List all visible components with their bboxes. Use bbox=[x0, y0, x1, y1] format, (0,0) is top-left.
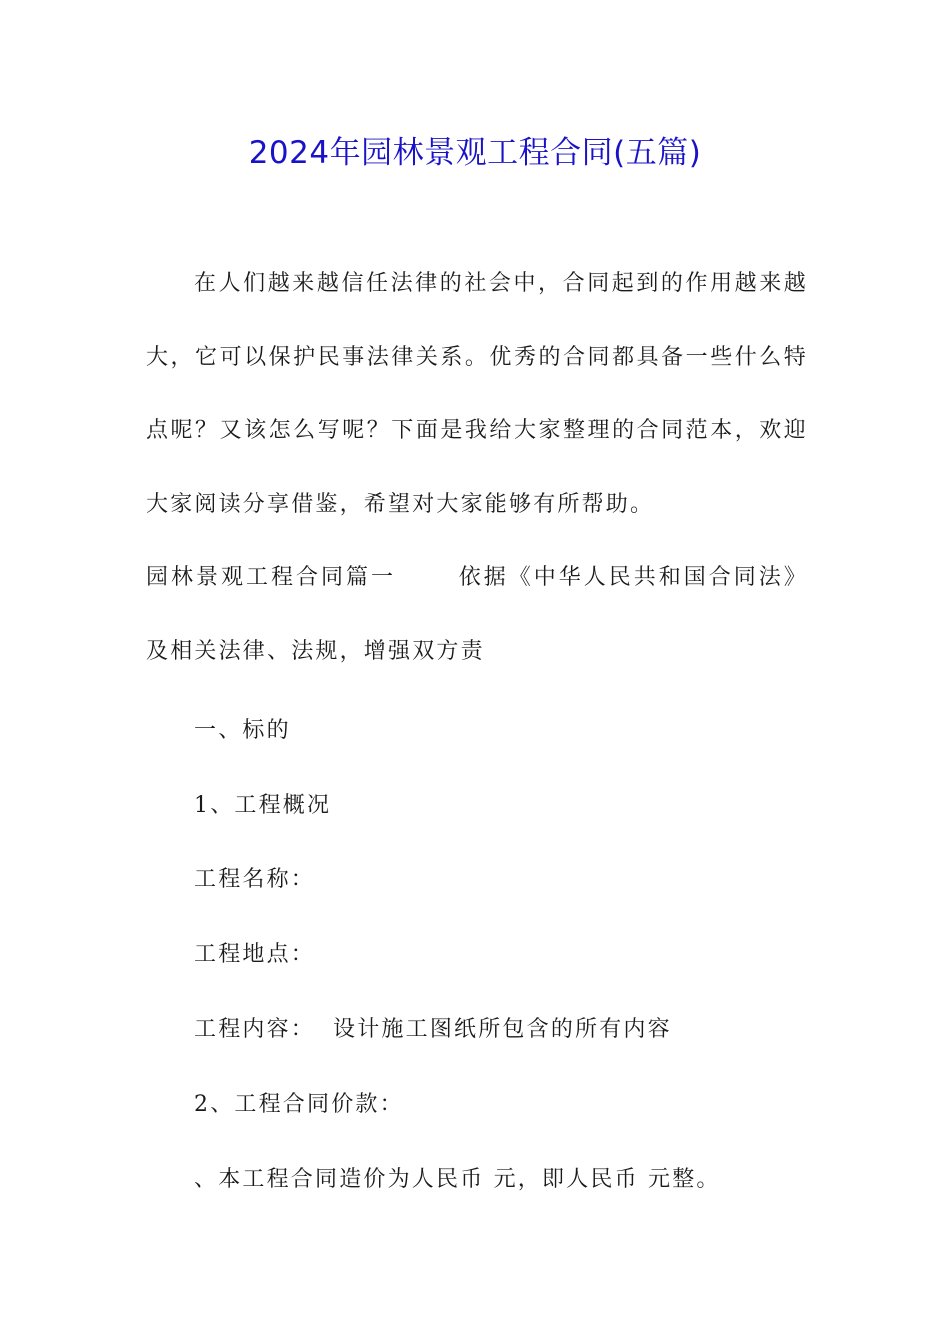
project-content-field bbox=[194, 1010, 672, 1050]
section-1-paragraph bbox=[146, 541, 808, 688]
intro-paragraph: 在人们越来越信任法律的社会中，合同起到的作用越来越大，它可以保护民事法律关系。优秀的合同都具备一些什么特点呢？又该怎么写呢？下面是我给大家整理的合同范本，欢迎大家阅读分享借鉴，希望对大家能够有所帮助。 bbox=[146, 271, 808, 517]
project-location-field: 工程地点： bbox=[194, 942, 316, 967]
contract-price-text: 、本工程合同造价为人民币 元，即人民币 元整。 bbox=[194, 1167, 721, 1192]
section-1-heading: 园林景观工程合同篇一 bbox=[146, 565, 396, 590]
project-content-value: 设计施工图纸所包含的所有内容 bbox=[333, 1017, 672, 1042]
project-name-field: 工程名称： bbox=[194, 867, 316, 892]
subject-heading: 一、标的 bbox=[194, 718, 291, 743]
project-content-label: 工程内容： bbox=[194, 1017, 316, 1042]
document-title: 2024年园林景观工程合同(五篇) bbox=[248, 135, 702, 171]
contract-price-heading: 2、工程合同价款： bbox=[194, 1092, 404, 1117]
section-1-text: 依据《中华人民共和国合同法》及相关法律、法规，增强双方责 bbox=[146, 565, 808, 664]
project-overview-heading: 1、工程概况 bbox=[194, 793, 332, 818]
